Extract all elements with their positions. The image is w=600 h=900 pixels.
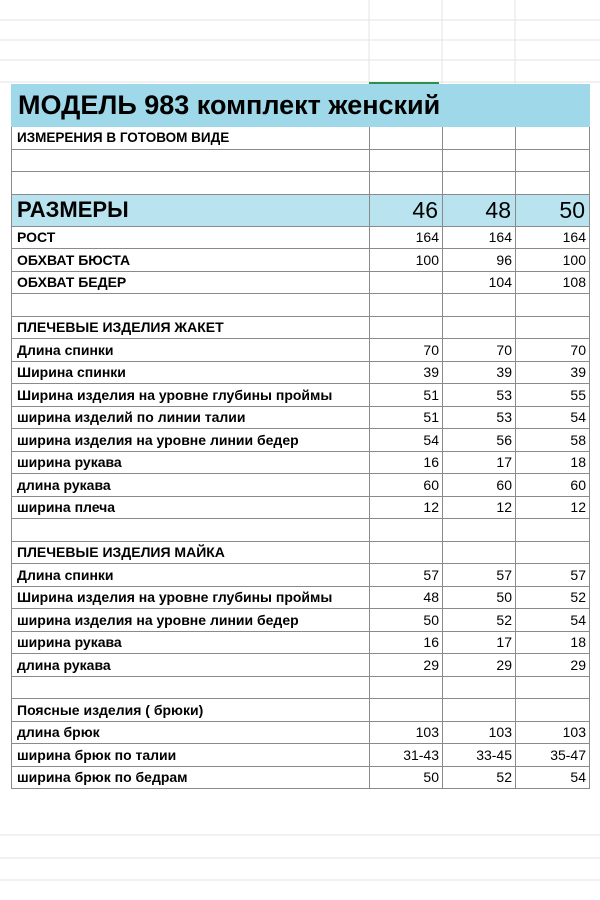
empty-row	[12, 676, 590, 699]
empty-cell[interactable]	[516, 127, 590, 150]
row-label[interactable]: Ширина спинки	[12, 361, 370, 384]
table-row	[12, 474, 590, 497]
section-heading-row	[12, 699, 590, 722]
empty-row	[12, 149, 590, 172]
table-row	[12, 429, 590, 452]
value-cell[interactable]: 29	[516, 654, 590, 677]
value-cell[interactable]: 60	[516, 474, 590, 497]
value-cell[interactable]: 96	[443, 249, 516, 272]
size-header-cell[interactable]: 48	[443, 194, 516, 226]
row-label[interactable]: длина рукава	[12, 474, 370, 497]
value-cell[interactable]: 54	[370, 429, 443, 452]
empty-cell[interactable]	[443, 149, 516, 172]
value-cell[interactable]: 50	[370, 766, 443, 789]
empty-cell[interactable]	[443, 699, 516, 722]
value-cell[interactable]: 103	[516, 721, 590, 744]
empty-cell[interactable]	[370, 699, 443, 722]
value-cell[interactable]: 54	[516, 766, 590, 789]
row-label[interactable]: ширина брюк по талии	[12, 744, 370, 767]
value-cell[interactable]: 12	[516, 496, 590, 519]
value-cell[interactable]: 60	[443, 474, 516, 497]
value-cell[interactable]: 17	[443, 451, 516, 474]
table-row	[12, 654, 590, 677]
table-row	[12, 271, 590, 294]
row-label[interactable]: ОБХВАТ БЕДЕР	[12, 271, 370, 294]
empty-row	[12, 294, 590, 317]
value-cell[interactable]: 16	[370, 451, 443, 474]
value-cell[interactable]: 48	[370, 586, 443, 609]
row-label[interactable]: РОСТ	[12, 226, 370, 249]
size-header-cell[interactable]: 46	[370, 194, 443, 226]
empty-cell[interactable]	[370, 172, 443, 195]
empty-cell[interactable]	[370, 316, 443, 339]
value-cell[interactable]: 51	[370, 406, 443, 429]
value-cell[interactable]: 56	[443, 429, 516, 452]
empty-cell[interactable]	[443, 519, 516, 542]
value-cell[interactable]: 104	[443, 271, 516, 294]
size-header-cell[interactable]: 50	[516, 194, 590, 226]
value-cell[interactable]: 57	[516, 564, 590, 587]
value-cell[interactable]: 54	[516, 609, 590, 632]
value-cell[interactable]	[370, 271, 443, 294]
value-cell[interactable]: 17	[443, 631, 516, 654]
value-cell[interactable]: 29	[370, 654, 443, 677]
value-cell[interactable]: 35-47	[516, 744, 590, 767]
value-cell[interactable]: 60	[370, 474, 443, 497]
section-heading-row	[12, 541, 590, 564]
table-row	[12, 361, 590, 384]
value-cell[interactable]: 31-43	[370, 744, 443, 767]
row-label[interactable]: ширина изделий по линии талии	[12, 406, 370, 429]
value-cell[interactable]: 29	[443, 654, 516, 677]
measurement-table	[11, 84, 590, 789]
value-cell[interactable]: 12	[370, 496, 443, 519]
sizes-header-row	[12, 194, 590, 226]
table-row	[12, 766, 590, 789]
empty-cell[interactable]	[516, 519, 590, 542]
row-label[interactable]: ширина плеча	[12, 496, 370, 519]
value-cell[interactable]: 51	[370, 384, 443, 407]
value-cell[interactable]: 100	[370, 249, 443, 272]
table-row	[12, 496, 590, 519]
value-cell[interactable]: 53	[443, 406, 516, 429]
value-cell[interactable]: 39	[516, 361, 590, 384]
value-cell[interactable]: 70	[370, 339, 443, 362]
empty-cell[interactable]	[370, 294, 443, 317]
title-row	[12, 85, 590, 127]
value-cell[interactable]: 164	[370, 226, 443, 249]
value-cell[interactable]: 16	[370, 631, 443, 654]
measurements-subtitle[interactable]: ИЗМЕРЕНИЯ В ГОТОВОМ ВИДЕ	[12, 127, 370, 150]
empty-row	[12, 172, 590, 195]
table-row	[12, 564, 590, 587]
empty-cell[interactable]	[443, 294, 516, 317]
section-heading-tank[interactable]: ПЛЕЧЕВЫЕ ИЗДЕЛИЯ МАЙКА	[12, 541, 370, 564]
value-cell[interactable]: 53	[443, 384, 516, 407]
table-row	[12, 406, 590, 429]
value-cell[interactable]: 52	[443, 766, 516, 789]
row-label[interactable]: Ширина изделия на уровне глубины проймы	[12, 586, 370, 609]
empty-cell[interactable]	[12, 172, 370, 195]
value-cell[interactable]: 39	[370, 361, 443, 384]
value-cell[interactable]: 58	[516, 429, 590, 452]
empty-cell[interactable]	[370, 149, 443, 172]
empty-cell[interactable]	[12, 519, 370, 542]
value-cell[interactable]: 12	[443, 496, 516, 519]
empty-cell[interactable]	[12, 676, 370, 699]
empty-cell[interactable]	[516, 676, 590, 699]
value-cell[interactable]: 52	[516, 586, 590, 609]
row-label[interactable]: ширина брюк по бедрам	[12, 766, 370, 789]
value-cell[interactable]: 100	[516, 249, 590, 272]
sizes-label[interactable]: РАЗМЕРЫ	[12, 194, 370, 226]
empty-cell[interactable]	[443, 172, 516, 195]
table-row	[12, 226, 590, 249]
value-cell[interactable]: 164	[516, 226, 590, 249]
empty-cell[interactable]	[516, 294, 590, 317]
empty-cell[interactable]	[516, 316, 590, 339]
row-label[interactable]: длина брюк	[12, 721, 370, 744]
value-cell[interactable]: 50	[443, 586, 516, 609]
empty-cell[interactable]	[516, 149, 590, 172]
section-heading-jacket[interactable]: ПЛЕЧЕВЫЕ ИЗДЕЛИЯ ЖАКЕТ	[12, 316, 370, 339]
table-row	[12, 609, 590, 632]
empty-cell[interactable]	[370, 519, 443, 542]
value-cell[interactable]: 57	[370, 564, 443, 587]
value-cell[interactable]: 50	[370, 609, 443, 632]
subtitle-row	[12, 127, 590, 150]
table-row	[12, 721, 590, 744]
empty-cell[interactable]	[370, 676, 443, 699]
empty-cell[interactable]	[516, 172, 590, 195]
row-label[interactable]: Длина спинки	[12, 339, 370, 362]
row-label[interactable]: Ширина изделия на уровне глубины проймы	[12, 384, 370, 407]
table-row	[12, 631, 590, 654]
value-cell[interactable]: 70	[516, 339, 590, 362]
empty-cell[interactable]	[443, 541, 516, 564]
table-row	[12, 586, 590, 609]
value-cell[interactable]: 164	[443, 226, 516, 249]
value-cell[interactable]: 18	[516, 451, 590, 474]
row-label[interactable]: ширина рукава	[12, 631, 370, 654]
value-cell[interactable]: 52	[443, 609, 516, 632]
row-label[interactable]: ширина изделия на уровне линии бедер	[12, 609, 370, 632]
row-label[interactable]: ширина изделия на уровне линии бедер	[12, 429, 370, 452]
value-cell[interactable]: 39	[443, 361, 516, 384]
empty-cell[interactable]	[12, 294, 370, 317]
table-row	[12, 744, 590, 767]
value-cell[interactable]: 103	[443, 721, 516, 744]
row-label[interactable]: ОБХВАТ БЮСТА	[12, 249, 370, 272]
value-cell[interactable]: 54	[516, 406, 590, 429]
row-label[interactable]: ширина рукава	[12, 451, 370, 474]
table-row	[12, 339, 590, 362]
table-row	[12, 451, 590, 474]
table-row	[12, 384, 590, 407]
model-title[interactable]: МОДЕЛЬ 983 комплект женский	[12, 85, 590, 127]
empty-cell[interactable]	[443, 676, 516, 699]
value-cell[interactable]: 55	[516, 384, 590, 407]
empty-cell[interactable]	[516, 541, 590, 564]
empty-cell[interactable]	[443, 316, 516, 339]
empty-cell[interactable]	[370, 541, 443, 564]
empty-cell[interactable]	[443, 127, 516, 150]
value-cell[interactable]: 103	[370, 721, 443, 744]
empty-row	[12, 519, 590, 542]
section-heading-trousers[interactable]: Поясные изделия ( брюки)	[12, 699, 370, 722]
empty-cell[interactable]	[12, 149, 370, 172]
table-row	[12, 249, 590, 272]
value-cell[interactable]: 33-45	[443, 744, 516, 767]
value-cell[interactable]: 70	[443, 339, 516, 362]
section-heading-row	[12, 316, 590, 339]
value-cell[interactable]: 18	[516, 631, 590, 654]
row-label[interactable]: длина рукава	[12, 654, 370, 677]
empty-cell[interactable]	[370, 127, 443, 150]
empty-cell[interactable]	[516, 699, 590, 722]
value-cell[interactable]: 57	[443, 564, 516, 587]
row-label[interactable]: Длина спинки	[12, 564, 370, 587]
value-cell[interactable]: 108	[516, 271, 590, 294]
